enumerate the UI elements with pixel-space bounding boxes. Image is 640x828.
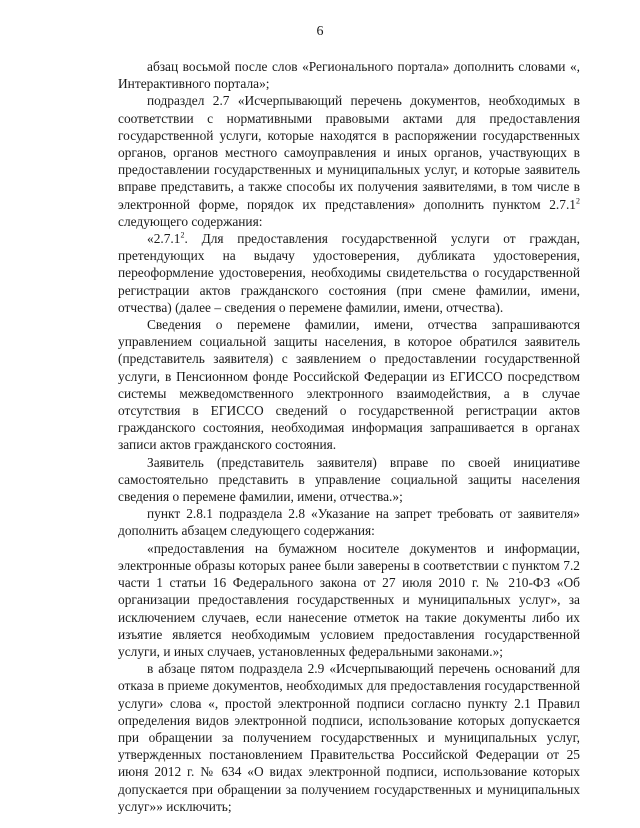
page-number: 6	[316, 24, 324, 39]
superscript: 2	[180, 230, 185, 240]
paragraph-clause-2-7-1-2: «2.7.1$^2$. Для предоставления государственной услуги от граждан, претендующих на выдачу удостоверения, дубликата удостоверения, переоформление удостоверения, необходимы свидетельства о государственной регистрации актов гражданского состояния (при смене фамилии, имени, отчества) (далее – сведения о перемене фамилии, имени, отчества).	[118, 230, 580, 315]
document-body	[118, 58, 580, 815]
paragraph-name-change-requests: Сведения о перемене фамилии, имени, отчества запрашиваются управлением социальной защиты населения, в которое обратился заявитель (представитель заявителя) с заявлением о предоставлении государственной услуги, в Пенсионном фонде Российской Федерации из ЕГИССО посредством системы межведомственного электронного взаимодействия, а в случае отсутствия в ЕГИССО сведений о государственной регистрации актов гражданского состояния, необходимая информация запрашивается в органах записи актов гражданского состояния.	[118, 317, 580, 453]
paragraph-clause-2-8-1: пункт 2.8.1 подраздела 2.8 «Указание на запрет требовать от заявителя» дополнить абзацем следующего содержания:	[118, 506, 580, 539]
paragraph-portal-amendment: абзац восьмой после слов «Регионального портала» дополнить словами «, Интерактивного портала»;	[118, 59, 580, 92]
superscript: 2	[576, 196, 580, 206]
paragraph-subsection-2-9: в абзаце пятом подраздела 2.9 «Исчерпывающий перечень оснований для отказа в приеме документов, необходимых для предоставления государственной услуги» слова «, простой электронной подписи согласно пункту 2.1 Правил определения видов электронной подписи, использование которых допускается при обращении за получением государственных и муниципальных услуг, утвержденных постановлением Правительства Российской Федерации от 25 июня 2012 г. № 634 «О видах электронной подписи, использование которых допускается при обращении за получением государственных и муниципальных услуг»» исключить;	[118, 661, 580, 814]
paragraph-applicant-right: Заявитель (представитель заявителя) вправе по своей инициативе самостоятельно представить в управление социальной защиты населения сведения о перемене фамилии, имени, отчества.»;	[118, 454, 580, 505]
paragraph-paper-documents: «предоставления на бумажном носителе документов и информации, электронные образы которых ранее были заверены в соответствии с пунктом 7.2 части 1 статьи 16 Федерального закона от 27 июля 2010 г. № 210-ФЗ «Об организации предоставления государственных и муниципальных услуг», за исключением случаев, если нанесение отметок на такие документы либо их изъятие является необходимым условием предоставления государственной услуги, и иных случаев, установленных федеральными законами.»;	[118, 540, 580, 659]
paragraph-subsection-2-7: подраздел 2.7 «Исчерпывающий перечень документов, необходимых в соответствии с нормативными правовыми актами для предоставления государственной услуги, которые находятся в распоряжении государственных органов, органов местного самоуправления и иных органов, участвующих в предоставлении государственных и муниципальных услуг, и которые заявитель вправе представить, а также способы их получения заявителями, в том числе в электронной форме, порядок их представления» дополнить пунктом 2.7.1$^2$ следующего содержания:	[118, 93, 580, 229]
